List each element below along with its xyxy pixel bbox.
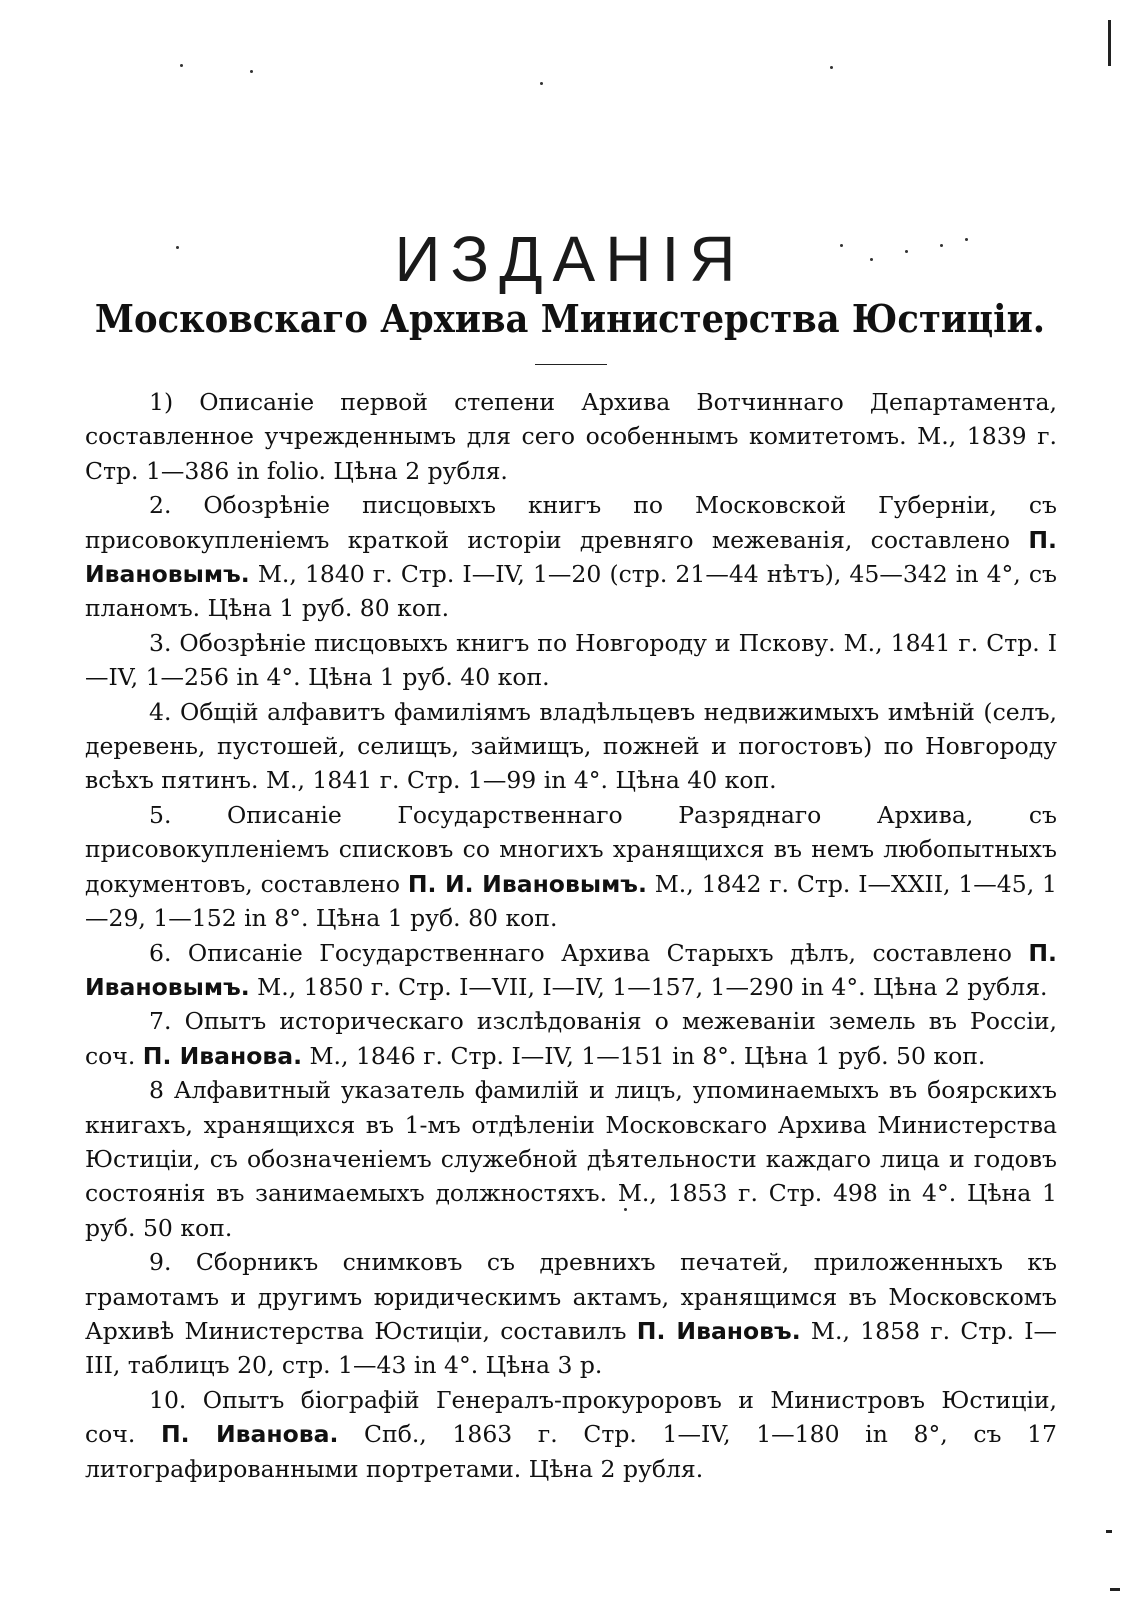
scan-edge-mark — [1108, 20, 1111, 66]
scan-speck — [624, 1208, 627, 1211]
list-item: 8 Алфавитный указатель фамилій и лицъ, упоминаемыхъ въ боярскихъ книгахъ, хранящихся въ 1-мъ отдѣленіи Московскаго Архива Министерства Юстиціи, съ обозначеніемъ служебной дѣятельности каждаго лица и годовъ состоянія въ занимаемыхъ должностяхъ. М., 1853 г. Стр. 498 in 4°. Цѣна 1 руб. 50 коп. — [85, 1076, 1057, 1242]
list-item: 4. Общій алфавитъ фамиліямъ владѣльцевъ недвижимыхъ имѣній (селъ, деревень, пустошей, селищъ, займищъ, пожней и погостовъ) по Новгороду всѣхъ пятинъ. М., 1841 г. Стр. 1—99 in 4°. Цѣна 40 коп. — [85, 697, 1057, 795]
scan-speck — [870, 258, 873, 261]
page-title: ИЗДАНІЯ — [394, 223, 746, 295]
scan-speck — [176, 246, 179, 249]
author-name: П. Ивановымъ. — [85, 525, 1057, 589]
list-item: 6. Описаніе Государственнаго Архива Старыхъ дѣлъ, составлено П. Ивановымъ. М., 1850 г. Стр. I—VII, I—IV, 1—157, 1—290 in 4°. Цѣна 2 рубля. — [85, 938, 1057, 1001]
list-item: 9. Сборникъ снимковъ съ древнихъ печатей, приложенныхъ къ грамотамъ и другимъ юридическимъ актамъ, хранящимся въ Московскомъ Архивѣ Министерства Юстиціи, составилъ П. Ивановъ. М., 1858 г. Стр. I—III, таблицъ 20, стр. 1—43 in 4°. Цѣна 3 р. — [85, 1248, 1057, 1380]
scan-speck — [250, 70, 253, 73]
scan-speck — [940, 244, 943, 247]
list-item: 2. Обозрѣніе писцовыхъ книгъ по Московской Губерніи, съ присовокупленіемъ краткой исторіи древняго межеванія, составлено П. Ивановымъ. М., 1840 г. Стр. I—IV, 1—20 (стр. 21—44 нѣтъ), 45—342 in 4°, съ планомъ. Цѣна 1 руб. 80 коп. — [85, 491, 1057, 623]
list-item: 10. Опытъ біографій Генералъ-прокуроровъ и Министровъ Юстиціи, соч. П. Иванова. Спб., 1863 г. Стр. 1—IV, 1—180 in 8°, съ 17 литографированными портретами. Цѣна 2 рубля. — [85, 1385, 1057, 1483]
page-subtitle: Московскаго Архива Министерства Юстиціи. — [94, 296, 1046, 341]
author-name: П. И. Ивановымъ. — [407, 869, 647, 898]
title-divider — [535, 364, 607, 365]
author-name: П. Ивановымъ. — [85, 938, 1057, 1001]
scan-speck — [180, 64, 183, 67]
list-item: 5. Описаніе Государственнаго Разряднаго Архива, съ присовокупленіемъ списковъ со многихъ хранящихся въ немъ любопытныхъ документовъ, составлено П. И. Ивановымъ. М., 1842 г. Стр. I—XXII, 1—45, 1—29, 1—152 in 8°. Цѣна 1 руб. 80 коп. — [85, 800, 1057, 933]
scan-speck — [965, 238, 968, 241]
publication-list — [85, 385, 1057, 1486]
scan-edge-mark — [1110, 1588, 1120, 1591]
list-item: 7. Опытъ историческаго изслѣдованія о межеваніи земель въ Россіи, соч. П. Иванова. М., 1846 г. Стр. I—IV, 1—151 in 8°. Цѣна 1 руб. 50 коп. — [85, 1007, 1057, 1070]
author-name: П. Ивановъ. — [636, 1316, 801, 1345]
scan-speck — [840, 244, 843, 247]
list-item: 3. Обозрѣніе писцовыхъ книгъ по Новгороду и Пскову. М., 1841 г. Стр. I—IV, 1—256 in 4°. Цѣна 1 руб. 40 коп. — [85, 628, 1057, 692]
author-name: П. Иванова. — [142, 1041, 303, 1070]
scan-edge-mark — [1106, 1530, 1112, 1533]
list-item: 1) Описаніе первой степени Архива Вотчиннаго Департамента, составленное учрежденнымъ для сего особеннымъ комитетомъ. М., 1839 г. Стр. 1—386 in folio. Цѣна 2 рубля. — [85, 388, 1057, 485]
scan-speck — [540, 82, 543, 85]
author-name: П. Иванова. — [160, 1420, 339, 1449]
scan-speck — [905, 250, 908, 253]
scan-speck — [830, 66, 833, 69]
